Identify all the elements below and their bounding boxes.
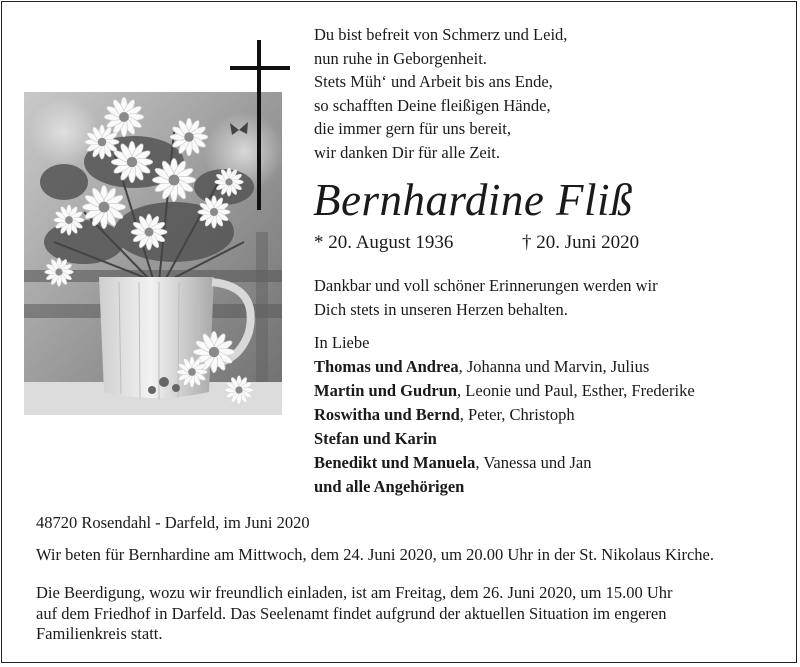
poem-line: wir danken Dir für alle Zeit. — [314, 142, 501, 162]
thanks-line: Dankbar und voll schöner Erinnerungen werden wir — [314, 276, 658, 295]
cross-icon — [230, 40, 290, 210]
funeral-line: Die Beerdigung, wozu wir freundlich einladen, ist am Freitag, dem 26. Juni 2020, um 15.00 Uhr — [36, 583, 673, 602]
place-and-date: 48720 Rosendahl - Darfeld, im Juni 2020 — [36, 513, 310, 532]
thanks-text — [314, 274, 658, 321]
funeral-line: Familienkreis statt. — [36, 624, 163, 643]
prayer-service-text: Wir beten für Bernhardine am Mittwoch, dem 24. Juni 2020, um 20.00 Uhr in der St. Nikolaus Kirche. — [36, 545, 714, 564]
family-line — [314, 403, 695, 427]
family-line — [314, 427, 695, 451]
family-names-bold: Roswitha und Bernd — [314, 405, 460, 424]
poem-line: so schafften Deine fleißigen Hände, — [314, 95, 551, 115]
birth-date: * 20. August 1936 — [314, 232, 454, 253]
poem-line: Du bist befreit von Schmerz und Leid, — [314, 25, 568, 44]
funeral-line: auf dem Friedhof in Darfeld. Das Seelenamt findet aufgrund der aktuellen Situation im engeren — [36, 603, 667, 623]
family-names-bold: und alle Angehörigen — [314, 477, 465, 496]
family-line — [314, 355, 695, 379]
family-names-rest: , Johanna und Marvin, Julius — [458, 357, 650, 376]
poem-line: nun ruhe in Geborgenheit. — [314, 48, 487, 68]
family-list — [314, 331, 695, 499]
deceased-name: Bernhardine Fliß — [313, 175, 634, 225]
poem-line: die immer gern für uns bereit, — [314, 119, 512, 138]
thanks-line: Dich stets in unseren Herzen behalten. — [314, 299, 568, 319]
family-names-bold: Stefan und Karin — [314, 429, 437, 448]
obituary-notice — [1, 1, 797, 663]
family-names-bold: Benedikt und Manuela — [314, 453, 476, 472]
family-names-rest: , Leonie und Paul, Esther, Frederike — [457, 381, 695, 400]
poem — [314, 23, 567, 164]
family-names-bold: Thomas und Andrea — [314, 357, 459, 376]
funeral-text — [36, 583, 758, 645]
family-line — [314, 379, 695, 403]
family-line — [314, 475, 695, 499]
family-names-rest: , Vanessa und Jan — [475, 453, 592, 472]
death-date: † 20. Juni 2020 — [522, 232, 640, 253]
poem-line: Stets Müh‘ und Arbeit bis ans Ende, — [314, 72, 553, 91]
life-dates — [314, 230, 640, 256]
family-names-rest: , Peter, Christoph — [459, 405, 575, 424]
family-line — [314, 451, 695, 475]
family-intro: In Liebe — [314, 333, 370, 352]
family-names-bold: Martin und Gudrun — [314, 381, 458, 400]
